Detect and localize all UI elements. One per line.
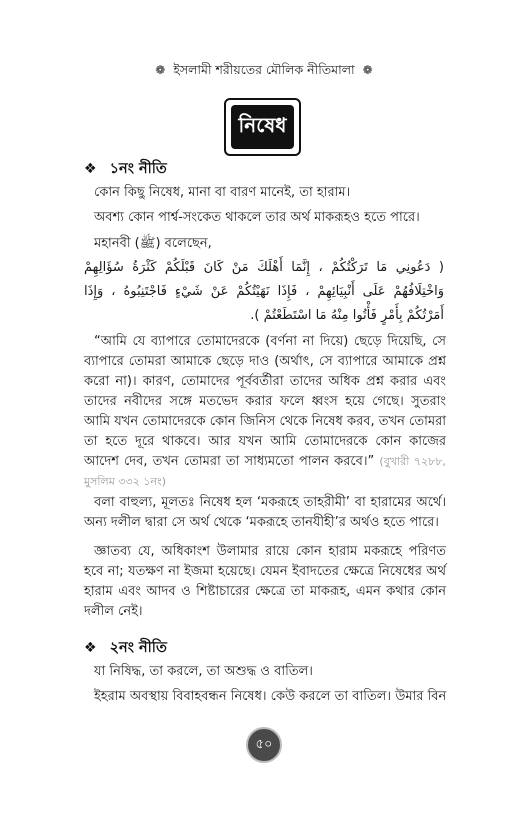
body-line: ইহরাম অবস্থায় বিবাহবন্ধন নিষেধ। কেউ করলে তা বাতিল। উমার বিন xyxy=(94,689,447,704)
hadith-translation xyxy=(84,332,446,492)
hadith-reference: (বুখারী ৭২৮৮, মুসলিম ৩৩২ ১নং) xyxy=(84,455,446,488)
section-heading xyxy=(84,637,167,661)
section-heading-text: ২নং নীতি xyxy=(109,640,167,656)
flower-ornament-icon: ❁ xyxy=(362,63,373,77)
chapter-title-frame xyxy=(224,98,301,156)
section-heading xyxy=(84,158,167,182)
running-title: ইসলামী শরীয়তের মৌলিক নীতিমালা xyxy=(173,62,355,77)
body-line: মহানবী (ﷺ) বলেছেন, xyxy=(94,236,212,251)
page-number-badge xyxy=(246,727,282,763)
section-heading-text: ১নং নীতি xyxy=(109,161,167,177)
running-header xyxy=(0,62,528,82)
body-line: অবশ্য কোন পার্শ্ব-সংকেত থাকলে তার অর্থ মাকরূহও হতে পারে। xyxy=(94,210,420,225)
flower-ornament-icon: ❁ xyxy=(155,63,166,77)
translation-text: “আমি যে ব্যাপারে তোমাদেরকে (বর্ণনা না দিয়ে) ছেড়ে দিয়েছি, সে ব্যাপারে তোমরা আমাকে ছেড়ে দাও (অর্থাৎ, সে ব্যাপারে আমাকে প্রশ্ন করো না)। কারণ, তোমাদের পূর্ববর্তীরা তাদের অধিক প্রশ্ন করার এবং তাদের নবীদের সঙ্গে মতভেদ করার ফলে ধ্বংস হয়ে গেছে। সুতরাং আমি যখন তোমাদেরকে কোন জিনিস থেকে নিষেধ করব, তখন তোমরা তা হতে দূরে থাকবে। আর যখন আমি তোমাদেরকে কোন কাজের আদেশ দেব, তখন তোমরা তা সাধ্যমতো পালন করবে।” xyxy=(84,334,446,469)
body-line: কোন কিছু নিষেধ, মানা বা বারণ মানেই, তা হারাম। xyxy=(94,185,351,200)
diamond-bullet-icon: ❖ xyxy=(84,640,97,656)
diamond-bullet-icon: ❖ xyxy=(84,161,97,177)
paragraph: জ্ঞাতব্য যে, অধিকাংশ উলামার রায়ে কোন হারাম মকরূহে পরিণত হবে না; যতক্ষণ না ইজমা হয়েছে। যেমন ইবাদতের ক্ষেত্রে নিষেধের অর্থ হারাম এবং আদব ও শিষ্টাচারের ক্ষেত্রে তা মাকরূহ, এমন কথার কোন দলীল নেই। xyxy=(84,544,446,619)
arabic-hadith: ( دَعُونِي مَا تَرَكْتُكُمْ ، إِنَّمَا أَهْلَكَ مَنْ كَانَ قَبْلَكُمْ كَثْرَةُ سُؤَالِهِمْ وَاخْتِلَافُهُمْ عَلَى أَنْبِيَائِهِمْ ، فَإِذَا نَهَيْتُكُمْ عَنْ شَيْءٍ فَاجْتَنِبُوهُ ، وَإِذَا أَمَرْتُكُمْ بِأَمْرٍ فَأْتُوا مِنْهُ مَا اسْتَطَعْتُمْ ). xyxy=(84,260,444,323)
chapter-title: নিষেধ xyxy=(231,105,294,149)
body-line: যা নিষিদ্ধ, তা করলে, তা অশুদ্ধ ও বাতিল। xyxy=(94,664,313,679)
page-number: ৫০ xyxy=(255,736,273,752)
paragraph: বলা বাহুল্য, মূলতঃ নিষেধ হল ‘মকরূহে তাহরীমী’ বা হারামের অর্থে। অন্য দলীল দ্বারা সে অর্থ থেকে ‘মকরূহে তানযীহী’র অর্থও হতে পারে। xyxy=(84,495,446,530)
